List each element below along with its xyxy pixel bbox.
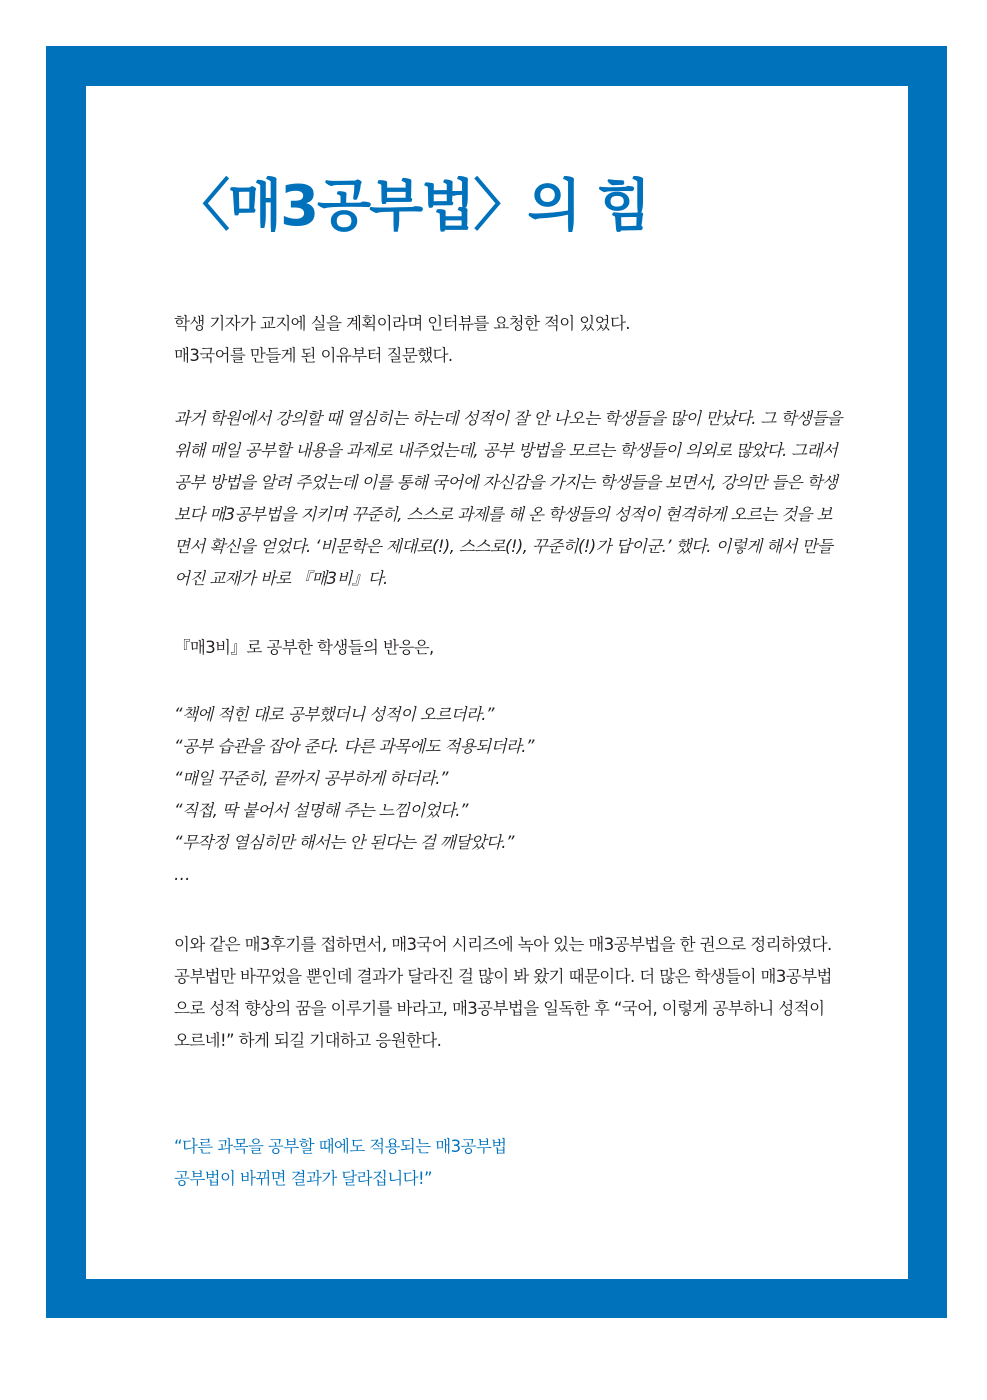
lead-text: 『매3비』로 공부한 학생들의 반응은, [174,638,434,657]
closing-paragraph [174,929,842,1057]
quote-item: “무작정 열심히만 해서는 안 된다는 걸 깨달았다.” [174,833,514,852]
intro-paragraph [174,308,842,372]
slogan-line: 공부법이 바뀌면 결과가 달라집니다!” [174,1169,432,1188]
page-content [86,86,908,1279]
quote-item: “매일 꾸준히, 끝까지 공부하게 하더라.” [174,769,448,788]
quote-item: “책에 적힌 대로 공부했더니 성적이 오르더라.” [174,705,494,724]
slogan [174,1131,842,1195]
story-paragraph [174,403,842,595]
student-quotes [174,699,842,891]
closing-text: 이와 같은 매3후기를 접하면서, 매3국어 시리즈에 녹아 있는 매3공부법을 한 권으로 정리하였다. 공부법만 바꾸었을 뿐인데 결과가 달라진 걸 많이 봐 왔기 때문이다. 더 많은 학생들이 매3공부법으로 성적 향상의 꿈을 이루기를 바라고, 매3공부법을 일독한 후 “국어, 이렇게 공부하니 성적이 오르네!” 하게 되길 기대하고 응원한다. [174,935,832,1050]
slogan-line: “다른 과목을 공부할 때에도 적용되는 매3공부법 [174,1137,507,1156]
quote-item: “직접, 딱 붙어서 설명해 주는 느낌이었다.” [174,801,468,820]
reaction-lead [174,632,842,664]
intro-line: 매3국어를 만들게 된 이유부터 질문했다. [174,346,453,365]
quote-ellipsis: … [174,865,190,884]
quote-item: “공부 습관을 잡아 준다. 다른 과목에도 적용되더라.” [174,737,534,756]
intro-line: 학생 기자가 교지에 실을 계획이라며 인터뷰를 요청한 적이 있었다. [174,314,630,333]
story-text: 과거 학원에서 강의할 때 열심히는 하는데 성적이 잘 안 나오는 학생들을 많이 만났다. 그 학생들을 위해 매일 공부할 내용을 과제로 내주었는데, 공부 방법을 모르는 학생들이 의외로 많았다. 그래서 공부 방법을 알려 주었는데 이를 통해 국어에 자신감을 가지는 학생들을 보면서, 강의만 들은 학생보다 매3공부법을 지키며 꾸준히, 스스로 과제를 해 온 학생들의 성적이 현격하게 오르는 것을 보면서 확신을 얻었다. ‘비문학은 제대로(!), 스스로(!), 꾸준히(!)가 답이군.’ 했다. 이렇게 해서 만들어진 교재가 바로 『매3비』다. [174,409,842,588]
page-title: 〈매3공부법〉의 힘 [174,174,650,239]
